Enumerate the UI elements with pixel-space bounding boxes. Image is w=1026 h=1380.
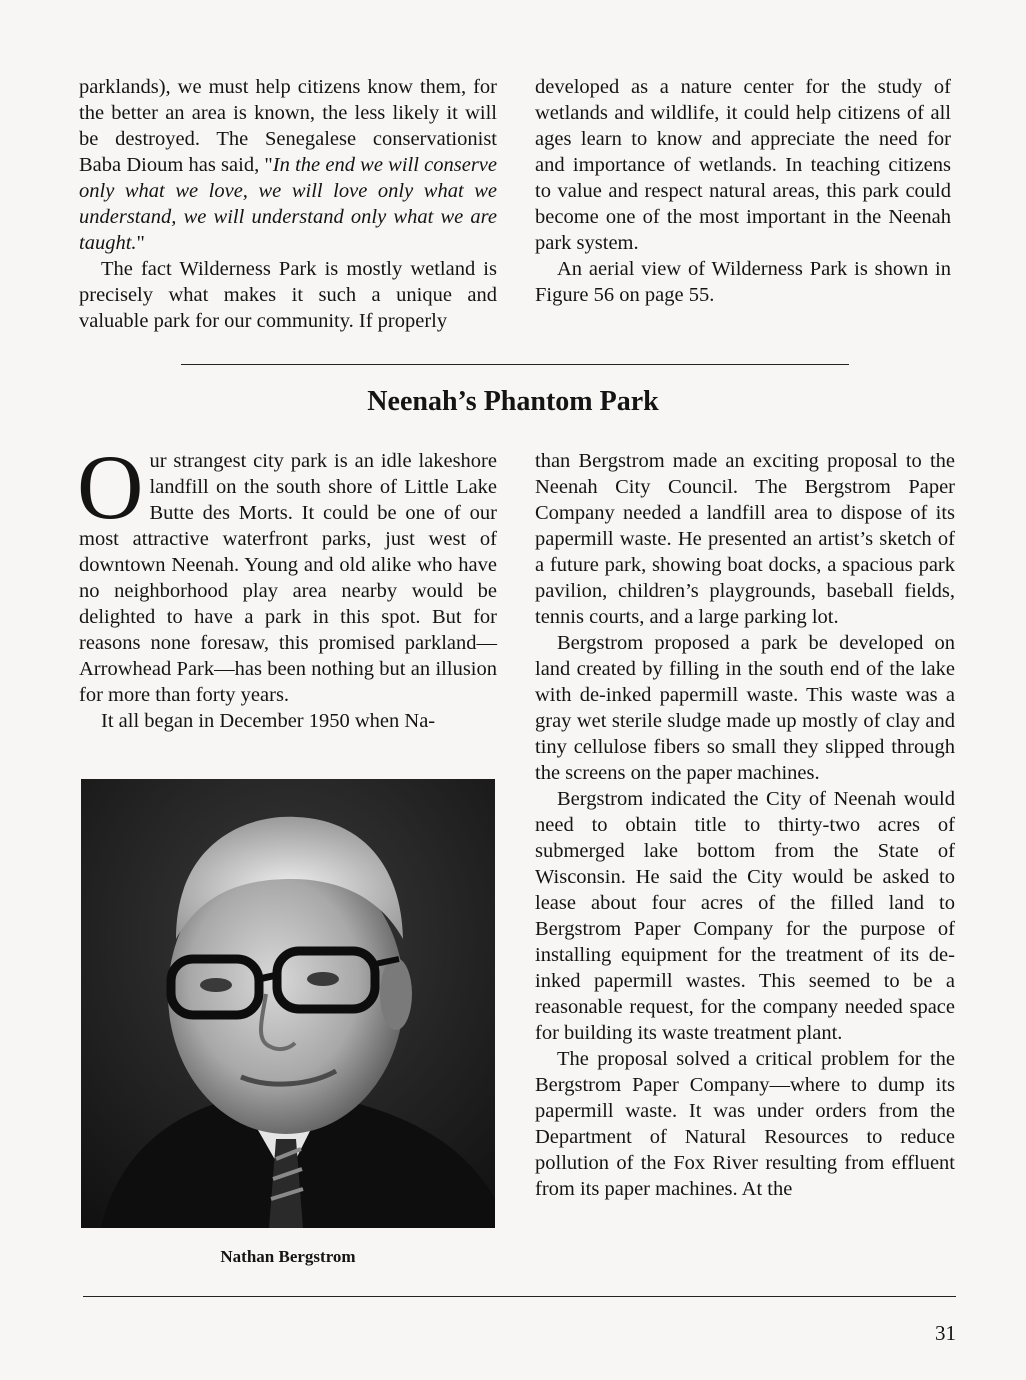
- top-left-paragraph-2: The fact Wilderness Park is mostly wetland is precisely what makes it such a unique and valuable park for our community. If properly: [79, 258, 497, 332]
- article-left-column: [77, 436, 497, 734]
- article-paragraph-2: It all began in December 1950 when Na-: [101, 710, 436, 732]
- article-right-column: [535, 448, 955, 1202]
- photo-caption: Nathan Bergstrom: [220, 1247, 356, 1266]
- dioum-quote: In the end we will conserve only what we love, we will love only what we understand, we will understand only what we are taught.: [79, 154, 497, 254]
- portrait-photo: [81, 779, 495, 1228]
- article-paragraph-1: Our strangest city park is an idle lakeshore landfill on the south shore of Little Lake Butte des Morts. It could be one of our most attractive waterfront parks, just west of downtown Neenah. Young and old alike who have no neighborhood play area nearby would be delighted to have a park in this spot. But for reasons none foresaw, this promised parkland—Arrowhead Park—has been nothing but an illusion for more than forty years.: [77, 436, 497, 706]
- footer-divider: [83, 1296, 956, 1297]
- article-right-paragraph-4: The proposal solved a critical problem for the Bergstrom Paper Company—where to dump its papermill waste. It was under orders from the Department of Natural Resources to reduce pollution of the Fox River resulting from effluent from its paper machines. At the: [535, 1048, 955, 1200]
- top-right-paragraph-2: An aerial view of Wilderness Park is shown in Figure 56 on page 55.: [535, 258, 951, 306]
- drop-cap: O: [77, 436, 144, 538]
- page-number: 31: [935, 1321, 956, 1345]
- top-right-paragraph-1: developed as a nature center for the study of wetlands and wildlife, it could help citizens of all ages learn to know and appreciate the need for and importance of wetlands. In teaching citizens to value and respect natural areas, this park could become one of the most important in the Neenah park system.: [535, 76, 951, 254]
- top-left-paragraph-1: parklands), we must help citizens know them, for the better an area is known, the less likely it will be destroyed. The Senegalese conservationist Baba Dioum has said, "In the end we will conserve only what we love, we will love only what we understand, we will understand only what we are taught.": [79, 76, 497, 254]
- article-right-paragraph-1: than Bergstrom made an exciting proposal to the Neenah City Council. The Bergstrom Paper Company needed a landfill area to dispose of its papermill waste. He presented an artist’s sketch of a future park, showing boat docks, a spacious park pavilion, children’s playgrounds, baseball fields, tennis courts, and a large parking lot.: [535, 450, 955, 628]
- article-title: Neenah’s Phantom Park: [367, 386, 659, 417]
- section-divider: [181, 364, 849, 365]
- article-right-paragraph-2: Bergstrom proposed a park be developed on land created by filling in the south end of the lake with de-inked papermill waste. This waste was a gray wet sterile sludge made up mostly of clay and tiny cellulose fibers so small they slipped through the screens on the paper machines.: [535, 632, 955, 784]
- top-right-column: [535, 74, 951, 308]
- top-left-column: [79, 74, 497, 334]
- article-right-paragraph-3: Bergstrom indicated the City of Neenah would need to obtain title to thirty-two acres of submerged lake bottom from the State of Wisconsin. He said the City would be asked to lease about four acres of the filled land to Bergstrom Paper Company for the purpose of installing equipment for the treatment of its de-inked papermill wastes. This seemed to be a reasonable request, for the company needed space for building its waste treatment plant.: [535, 788, 955, 1044]
